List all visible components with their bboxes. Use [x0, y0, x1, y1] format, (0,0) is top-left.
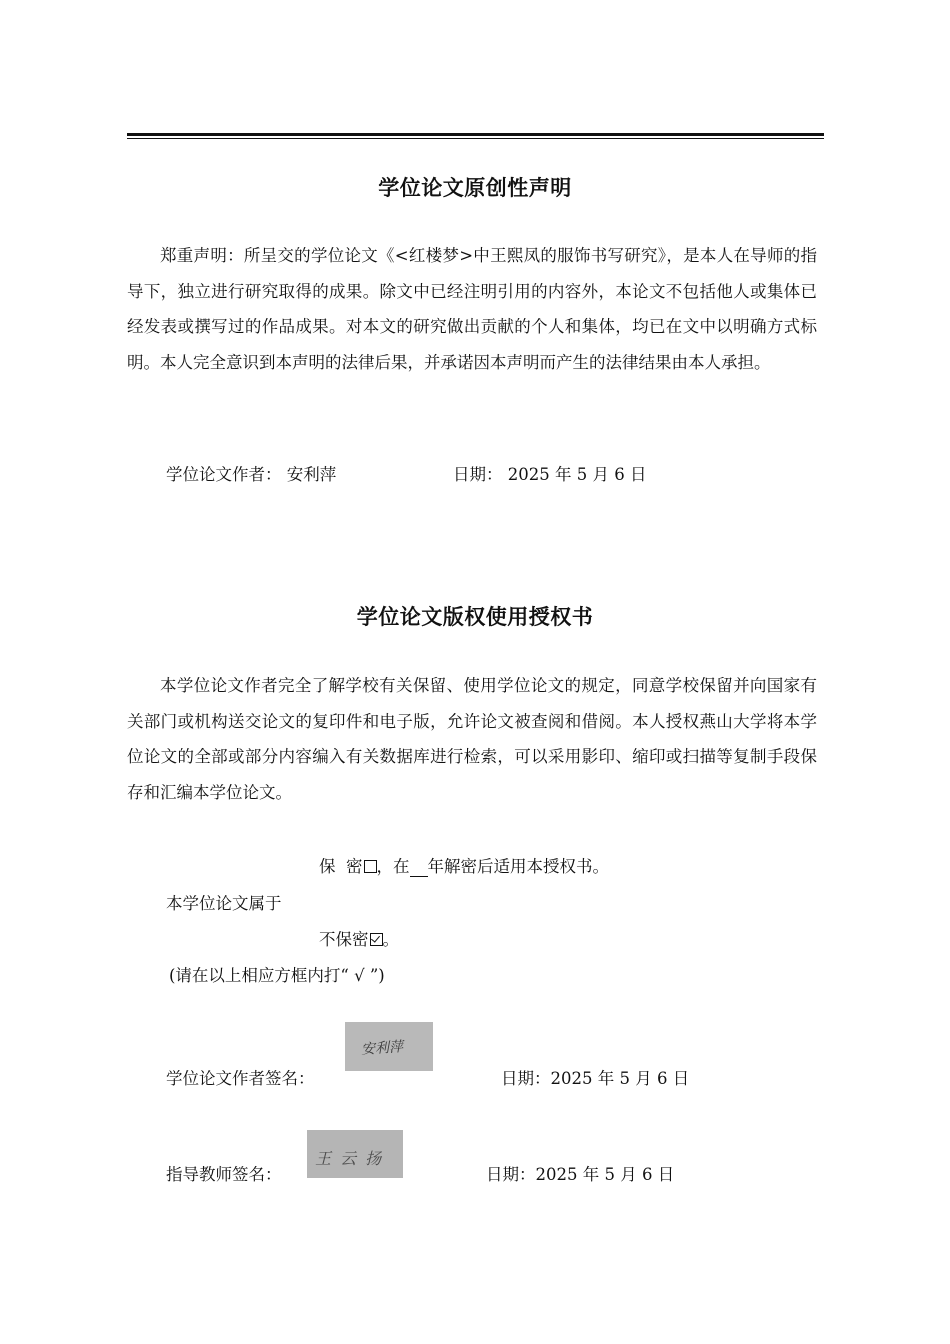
author-signature-text: 安利萍 [360, 1039, 404, 1058]
author-sign-label: 学位论文作者签名： [166, 1069, 315, 1088]
declaration-date-value: 2025 年 5 月 6 日 [507, 465, 647, 484]
declaration-date-label: 日期： [453, 465, 503, 484]
declaration-date-line [453, 461, 646, 485]
secret-option-suffix-b: 年解密后适用本授权书。 [427, 857, 609, 876]
nonsecret-option-suffix: 。 [382, 930, 399, 949]
secret-option [319, 853, 609, 877]
declaration-author-name: 安利萍 [286, 465, 337, 484]
author-signature-image [345, 1022, 433, 1071]
advisor-signature-text: 王 云 扬 [315, 1149, 384, 1168]
declaration-title: 学位论文原创性声明 [378, 176, 572, 200]
declaration-body: 郑重声明：所呈交的学位论文《<红楼梦>中王熙凤的服饰书写研究》，是本人在导师的指导下，独立进行研究取得的成果。除文中已经注明引用的内容外，本论文不包括他人或集体已经发表或撰写过的作品成果。对本文的研究做出贡献的个人和集体，均已在文中以明确方式标明。本人完全意识到本声明的法律后果，并承诺因本声明而产生的法律结果由本人承担。 [127, 246, 817, 372]
advisor-sign-date: 日期：2025 年 5 月 6 日 [486, 1165, 675, 1184]
nonsecret-checkbox[interactable] [370, 933, 383, 946]
declaration-author-line [166, 461, 336, 485]
checkbox-instruction: (请在以上相应方框内打“ √ ”) [169, 966, 385, 985]
top-rule-thick [127, 133, 824, 136]
declaration-author-label: 学位论文作者： [166, 465, 282, 484]
nonsecret-option-label: 不保密 [319, 930, 369, 949]
author-sign-date: 日期：2025 年 5 月 6 日 [501, 1069, 690, 1088]
advisor-sign-label: 指导教师签名： [166, 1165, 282, 1184]
authorization-title: 学位论文版权使用授权书 [356, 605, 594, 629]
top-rule-thin [127, 138, 824, 139]
decrypt-year-blank[interactable] [410, 857, 428, 877]
advisor-signature-image [307, 1130, 403, 1178]
belongs-label: 本学位论文属于 [166, 894, 282, 913]
authorization-body: 本学位论文作者完全了解学校有关保留、使用学位论文的规定，同意学校保留并向国家有关部门或机构送交论文的复印件和电子版，允许论文被查阅和借阅。本人授权燕山大学将本学位论文的全部或部分内容编入有关数据库进行检索，可以采用影印、缩印或扫描等复制手段保存和汇编本学位论文。 [127, 676, 817, 802]
secret-option-label: 保 密 [319, 857, 363, 876]
secret-option-suffix-a: ，在 [376, 857, 410, 876]
secret-checkbox[interactable] [364, 860, 377, 873]
nonsecret-option [319, 926, 399, 950]
